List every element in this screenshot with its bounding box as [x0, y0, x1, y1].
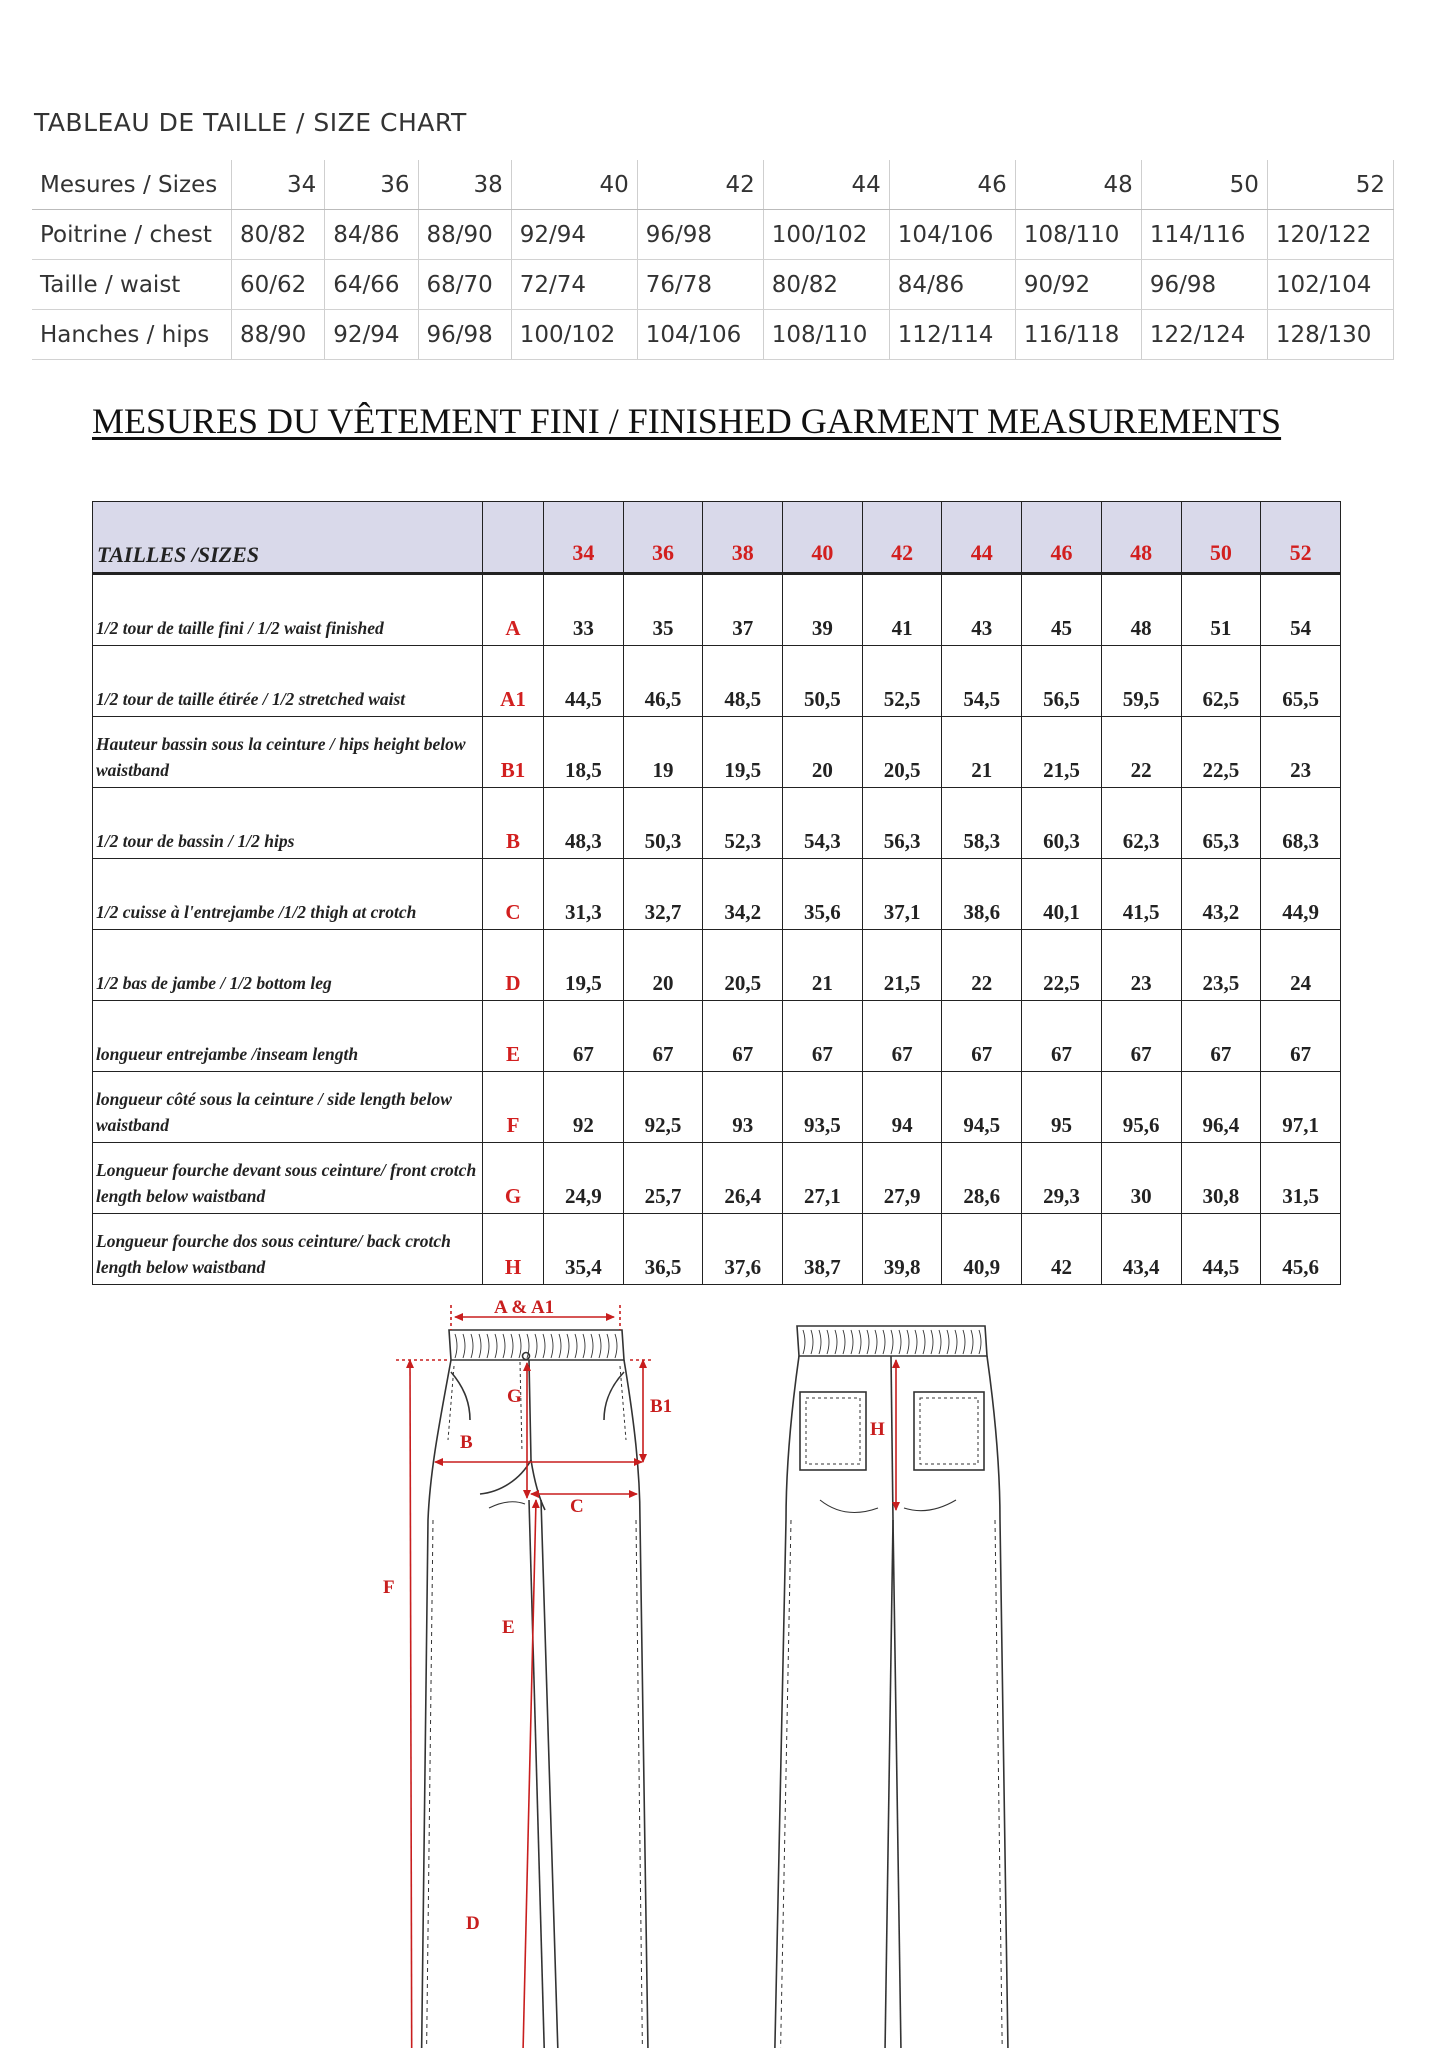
- fg-cell: 36,5: [623, 1214, 703, 1285]
- fg-cell: 26,4: [703, 1143, 783, 1214]
- size-chart-cell: 100/102: [511, 310, 637, 360]
- fg-cell: 41: [862, 574, 942, 646]
- fg-cell: 43: [942, 574, 1022, 646]
- fg-row-label: 1/2 cuisse à l'entrejambe /1/2 thigh at crotch: [93, 859, 483, 930]
- fg-cell: 50,5: [783, 646, 863, 717]
- size-chart-size: 52: [1267, 160, 1393, 210]
- fg-cell: 21: [783, 930, 863, 1001]
- fg-cell: 92,5: [623, 1072, 703, 1143]
- front-measurement-lines: [396, 1305, 652, 2048]
- fg-cell: 67: [1261, 1001, 1341, 1072]
- size-chart-cell: 60/62: [232, 260, 325, 310]
- size-chart-size: 36: [325, 160, 418, 210]
- fg-cell: 20: [783, 717, 863, 788]
- fg-cell: 43,2: [1181, 859, 1261, 930]
- fg-cell: 20: [623, 930, 703, 1001]
- fg-cell: 19: [623, 717, 703, 788]
- size-chart-cell: 68/70: [418, 260, 511, 310]
- fg-cell: 50,3: [623, 788, 703, 859]
- fg-row-code: B1: [483, 717, 544, 788]
- fg-cell: 45: [1022, 574, 1102, 646]
- size-chart-cell: 120/122: [1267, 210, 1393, 260]
- fg-row-code: G: [483, 1143, 544, 1214]
- fg-header-size: 34: [544, 502, 624, 574]
- size-chart-header-row: [32, 160, 1394, 210]
- size-chart-cell: 108/110: [763, 310, 889, 360]
- fg-row: [93, 930, 1341, 1001]
- fg-cell: 35,4: [544, 1214, 624, 1285]
- size-chart-title: TABLEAU DE TAILLE / SIZE CHART: [34, 108, 467, 137]
- fg-cell: 48,5: [703, 646, 783, 717]
- fg-row-code: H: [483, 1214, 544, 1285]
- size-chart-cell: 88/90: [418, 210, 511, 260]
- fg-cell: 38,6: [942, 859, 1022, 930]
- size-chart-cell: 112/114: [889, 310, 1015, 360]
- fg-cell: 67: [623, 1001, 703, 1072]
- fg-cell: 54,3: [783, 788, 863, 859]
- size-chart-cell: 80/82: [232, 210, 325, 260]
- size-chart-row-label: Hanches / hips: [32, 310, 232, 360]
- size-chart-cell: 104/106: [637, 310, 763, 360]
- label-a-a1: A & A1: [494, 1297, 555, 1318]
- size-chart-row-label: Taille / waist: [32, 260, 232, 310]
- fg-cell: 30: [1101, 1143, 1181, 1214]
- fg-cell: 65,5: [1261, 646, 1341, 717]
- fg-header-size: 44: [942, 502, 1022, 574]
- size-chart-size: 46: [889, 160, 1015, 210]
- size-chart-row-label: Poitrine / chest: [32, 210, 232, 260]
- fg-cell: 27,9: [862, 1143, 942, 1214]
- fg-cell: 58,3: [942, 788, 1022, 859]
- fg-row: [93, 1072, 1341, 1143]
- fg-cell: 21: [942, 717, 1022, 788]
- label-h: H: [870, 1419, 885, 1440]
- fg-row-label: 1/2 tour de taille étirée / 1/2 stretched waist: [93, 646, 483, 717]
- fg-cell: 22,5: [1181, 717, 1261, 788]
- fg-cell: 42: [1022, 1214, 1102, 1285]
- fg-cell: 93,5: [783, 1072, 863, 1143]
- fg-cell: 30,8: [1181, 1143, 1261, 1214]
- fg-header-size: 48: [1101, 502, 1181, 574]
- label-b: B: [460, 1432, 473, 1453]
- fg-cell: 51: [1181, 574, 1261, 646]
- fg-cell: 35,6: [783, 859, 863, 930]
- size-chart-size: 42: [637, 160, 763, 210]
- fg-cell: 56,5: [1022, 646, 1102, 717]
- fg-row: [93, 1143, 1341, 1214]
- fg-row: [93, 717, 1341, 788]
- label-b1: B1: [650, 1396, 673, 1417]
- size-chart-cell: 92/94: [325, 310, 418, 360]
- fg-header-row: [93, 502, 1341, 574]
- fg-cell: 67: [862, 1001, 942, 1072]
- fg-cell: 22: [1101, 717, 1181, 788]
- fg-cell: 37,1: [862, 859, 942, 930]
- size-chart-cell: 64/66: [325, 260, 418, 310]
- fg-cell: 54: [1261, 574, 1341, 646]
- fg-row: [93, 1214, 1341, 1285]
- fg-cell: 45,6: [1261, 1214, 1341, 1285]
- label-d: D: [466, 1913, 480, 1934]
- fg-cell: 48,3: [544, 788, 624, 859]
- fg-cell: 25,7: [623, 1143, 703, 1214]
- fg-cell: 39: [783, 574, 863, 646]
- fg-row-code: D: [483, 930, 544, 1001]
- fg-cell: 62,5: [1181, 646, 1261, 717]
- fg-header-size: 52: [1261, 502, 1341, 574]
- fg-cell: 60,3: [1022, 788, 1102, 859]
- fg-row-label: 1/2 tour de bassin / 1/2 hips: [93, 788, 483, 859]
- fg-cell: 68,3: [1261, 788, 1341, 859]
- fg-row-label: Longueur fourche dos sous ceinture/ back crotch length below waistband: [93, 1214, 483, 1285]
- fg-cell: 28,6: [942, 1143, 1022, 1214]
- size-chart-table: [32, 160, 1394, 360]
- fg-cell: 29,3: [1022, 1143, 1102, 1214]
- fg-header-size: 42: [862, 502, 942, 574]
- front-trousers-drawing: [420, 1330, 650, 2048]
- fg-header-code: [483, 502, 544, 574]
- size-chart-cell: 88/90: [232, 310, 325, 360]
- fg-cell: 44,5: [1181, 1214, 1261, 1285]
- fg-cell: 97,1: [1261, 1072, 1341, 1143]
- size-chart-cell: 84/86: [325, 210, 418, 260]
- fg-cell: 46,5: [623, 646, 703, 717]
- size-chart-header-label: Mesures / Sizes: [32, 160, 232, 210]
- fg-cell: 23: [1101, 930, 1181, 1001]
- size-chart-cell: 114/116: [1141, 210, 1267, 260]
- fg-row-label: 1/2 bas de jambe / 1/2 bottom leg: [93, 930, 483, 1001]
- fg-cell: 31,5: [1261, 1143, 1341, 1214]
- trousers-diagram: [0, 1280, 1432, 2048]
- size-chart-size: 48: [1015, 160, 1141, 210]
- fg-cell: 43,4: [1101, 1214, 1181, 1285]
- fg-row-label: 1/2 tour de taille fini / 1/2 waist finished: [93, 574, 483, 646]
- size-chart-cell: 92/94: [511, 210, 637, 260]
- fg-row-label: longueur entrejambe /inseam length: [93, 1001, 483, 1072]
- fg-cell: 21,5: [1022, 717, 1102, 788]
- fg-row-code: A1: [483, 646, 544, 717]
- fg-cell: 67: [703, 1001, 783, 1072]
- fg-row-code: F: [483, 1072, 544, 1143]
- fg-cell: 33: [544, 574, 624, 646]
- fg-cell: 20,5: [703, 930, 783, 1001]
- fg-row-code: A: [483, 574, 544, 646]
- fg-header-label: TAILLES /SIZES: [93, 502, 483, 574]
- fg-row-label: longueur côté sous la ceinture / side length below waistband: [93, 1072, 483, 1143]
- fg-cell: 35: [623, 574, 703, 646]
- fg-cell: 54,5: [942, 646, 1022, 717]
- fg-cell: 37,6: [703, 1214, 783, 1285]
- size-chart-size: 38: [418, 160, 511, 210]
- fg-cell: 94: [862, 1072, 942, 1143]
- label-e: E: [502, 1617, 515, 1638]
- size-chart-cell: 96/98: [418, 310, 511, 360]
- label-f: F: [383, 1577, 395, 1598]
- size-chart-cell: 116/118: [1015, 310, 1141, 360]
- fg-cell: 31,3: [544, 859, 624, 930]
- fg-cell: 40,9: [942, 1214, 1022, 1285]
- fg-header-size: 40: [783, 502, 863, 574]
- label-c: C: [570, 1496, 584, 1517]
- fg-cell: 94,5: [942, 1072, 1022, 1143]
- fg-cell: 67: [544, 1001, 624, 1072]
- size-chart-size: 40: [511, 160, 637, 210]
- fg-cell: 19,5: [544, 930, 624, 1001]
- fg-cell: 67: [1181, 1001, 1261, 1072]
- fg-row-code: C: [483, 859, 544, 930]
- size-chart-cell: 102/104: [1267, 260, 1393, 310]
- fg-cell: 59,5: [1101, 646, 1181, 717]
- fg-cell: 24: [1261, 930, 1341, 1001]
- fg-row-label: Hauteur bassin sous la ceinture / hips height below waistband: [93, 717, 483, 788]
- size-chart-cell: 84/86: [889, 260, 1015, 310]
- fg-header-size: 36: [623, 502, 703, 574]
- fg-row-label: Longueur fourche devant sous ceinture/ front crotch length below waistband: [93, 1143, 483, 1214]
- fg-cell: 67: [1022, 1001, 1102, 1072]
- size-chart-size: 50: [1141, 160, 1267, 210]
- fg-cell: 93: [703, 1072, 783, 1143]
- size-chart-size: 34: [232, 160, 325, 210]
- fg-header-size: 50: [1181, 502, 1261, 574]
- size-chart-cell: 108/110: [1015, 210, 1141, 260]
- size-chart-size: 44: [763, 160, 889, 210]
- fg-cell: 39,8: [862, 1214, 942, 1285]
- fg-row-code: B: [483, 788, 544, 859]
- fg-cell: 52,5: [862, 646, 942, 717]
- fg-cell: 23,5: [1181, 930, 1261, 1001]
- fg-cell: 52,3: [703, 788, 783, 859]
- fg-cell: 95,6: [1101, 1072, 1181, 1143]
- fg-cell: 22,5: [1022, 930, 1102, 1001]
- fg-cell: 48: [1101, 574, 1181, 646]
- size-chart-cell: 80/82: [763, 260, 889, 310]
- fg-cell: 21,5: [862, 930, 942, 1001]
- fg-cell: 34,2: [703, 859, 783, 930]
- fg-header-size: 46: [1022, 502, 1102, 574]
- fg-cell: 96,4: [1181, 1072, 1261, 1143]
- fg-cell: 20,5: [862, 717, 942, 788]
- fg-cell: 19,5: [703, 717, 783, 788]
- fg-cell: 92: [544, 1072, 624, 1143]
- fg-cell: 67: [942, 1001, 1022, 1072]
- fg-cell: 27,1: [783, 1143, 863, 1214]
- fg-row: [93, 788, 1341, 859]
- finished-garment-table: [92, 501, 1341, 1285]
- size-chart-row: [32, 260, 1394, 310]
- size-chart-row: [32, 210, 1394, 260]
- fg-cell: 65,3: [1181, 788, 1261, 859]
- back-trousers-drawing: [772, 1326, 1010, 2048]
- fg-cell: 67: [783, 1001, 863, 1072]
- fg-row: [93, 859, 1341, 930]
- fg-cell: 44,5: [544, 646, 624, 717]
- size-chart-cell: 104/106: [889, 210, 1015, 260]
- size-chart-cell: 96/98: [1141, 260, 1267, 310]
- size-chart-cell: 72/74: [511, 260, 637, 310]
- fg-cell: 44,9: [1261, 859, 1341, 930]
- size-chart-cell: 90/92: [1015, 260, 1141, 310]
- fg-cell: 37: [703, 574, 783, 646]
- fg-cell: 23: [1261, 717, 1341, 788]
- fg-cell: 41,5: [1101, 859, 1181, 930]
- fg-cell: 40,1: [1022, 859, 1102, 930]
- fg-row-code: E: [483, 1001, 544, 1072]
- fg-header-size: 38: [703, 502, 783, 574]
- fg-cell: 38,7: [783, 1214, 863, 1285]
- fg-row: [93, 574, 1341, 646]
- fg-row: [93, 1001, 1341, 1072]
- size-chart-cell: 122/124: [1141, 310, 1267, 360]
- size-chart-row: [32, 310, 1394, 360]
- fg-cell: 67: [1101, 1001, 1181, 1072]
- fg-cell: 32,7: [623, 859, 703, 930]
- size-chart-cell: 96/98: [637, 210, 763, 260]
- label-g: G: [507, 1386, 522, 1407]
- fg-cell: 22: [942, 930, 1022, 1001]
- size-chart-cell: 128/130: [1267, 310, 1393, 360]
- size-chart-cell: 76/78: [637, 260, 763, 310]
- size-chart-cell: 100/102: [763, 210, 889, 260]
- fg-cell: 56,3: [862, 788, 942, 859]
- fg-cell: 18,5: [544, 717, 624, 788]
- fg-row: [93, 646, 1341, 717]
- fg-cell: 24,9: [544, 1143, 624, 1214]
- fg-cell: 62,3: [1101, 788, 1181, 859]
- finished-garment-title: MESURES DU VÊTEMENT FINI / FINISHED GARMENT MEASUREMENTS: [92, 401, 1282, 441]
- fg-cell: 95: [1022, 1072, 1102, 1143]
